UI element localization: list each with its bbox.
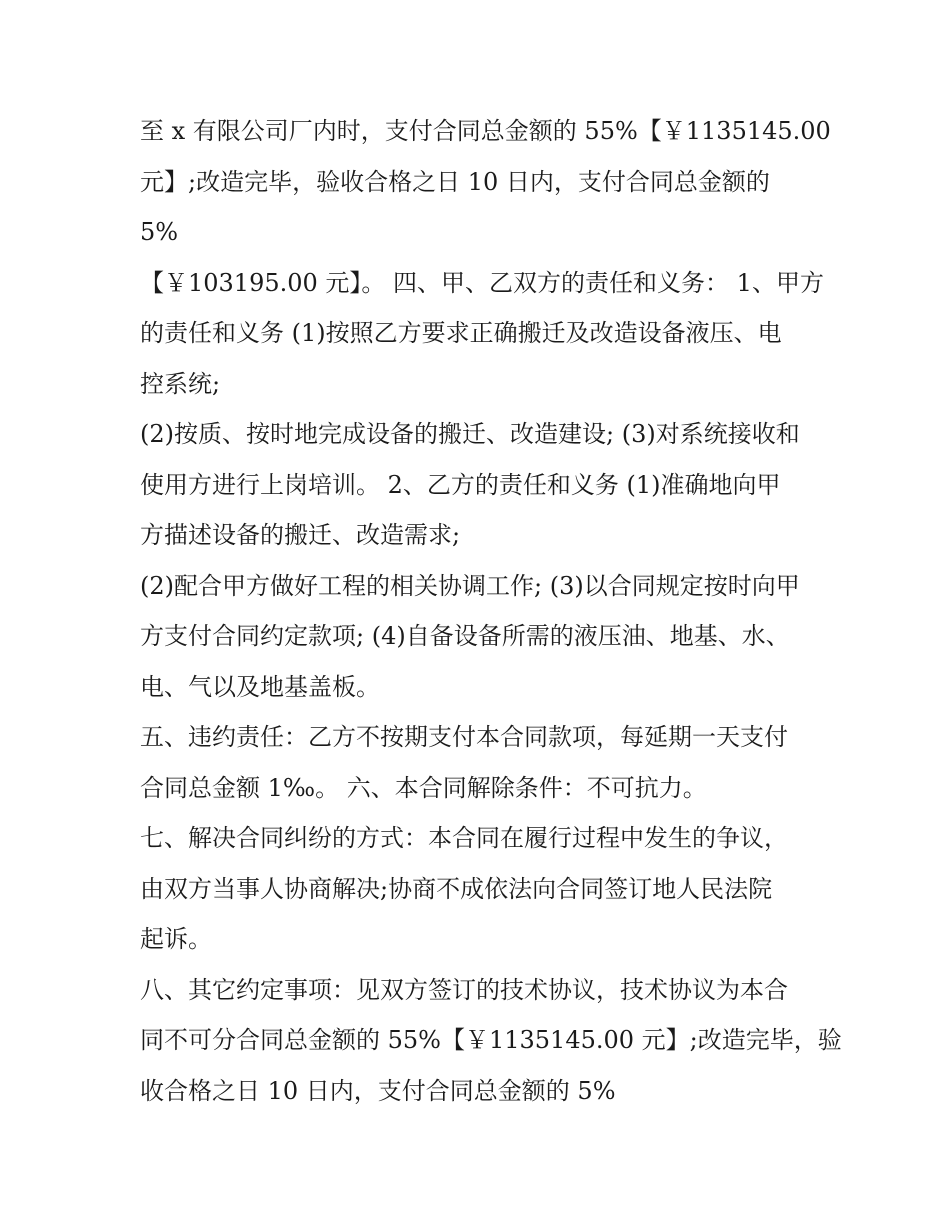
document-body: [140, 106, 842, 1116]
text-line: 合同总金额 1‰。 六、本合同解除条件：不可抗力。: [140, 773, 707, 802]
text-line: 起诉。: [140, 925, 212, 953]
text-line: 八、其它约定事项：见双方签订的技术协议，技术协议为本合: [140, 975, 788, 1004]
text-line: 方支付合同约定款项; (4)自备设备所需的液压油、地基、水、: [140, 622, 790, 650]
text-line: 收合格之日 10 日内，支付合同总金额的 5%: [140, 1076, 616, 1105]
text-line: 方描述设备的搬迁、改造需求;: [140, 521, 461, 549]
text-line: 五、违约责任：乙方不按期支付本合同款项，每延期一天支付: [140, 723, 788, 751]
text-line: 元】;改造完毕，验收合格之日 10 日内，支付合同总金额的: [140, 167, 770, 196]
text-line: 控系统;: [140, 369, 221, 398]
text-line: 由双方当事人协商解决;协商不成依法向合同签订地人民法院: [140, 874, 773, 903]
text-line: 使用方进行上岗培训。 2、乙方的责任和义务 (1)准确地向甲: [140, 470, 781, 499]
text-line: 5%: [140, 218, 179, 246]
text-line: 电、气以及地基盖板。: [140, 672, 380, 701]
text-line: 同不可分合同总金额的 55%【￥1135145.00 元】;改造完毕，验: [140, 1026, 842, 1054]
text-line: 至 x 有限公司厂内时，支付合同总金额的 55%【￥1135145.00: [140, 117, 831, 145]
text-line: 【￥103195.00 元】。 四、甲、乙双方的责任和义务： 1、甲方: [140, 268, 824, 297]
text-line: (2)按质、按时地完成设备的搬迁、改造建设; (3)对系统接收和: [140, 420, 800, 448]
text-line: 的责任和义务 (1)按照乙方要求正确搬迁及改造设备液压、电: [140, 319, 782, 347]
text-line: 七、解决合同纠纷的方式：本合同在履行过程中发生的争议，: [140, 824, 788, 852]
text-line: (2)配合甲方做好工程的相关协调工作; (3)以合同规定按时向甲: [140, 571, 800, 600]
